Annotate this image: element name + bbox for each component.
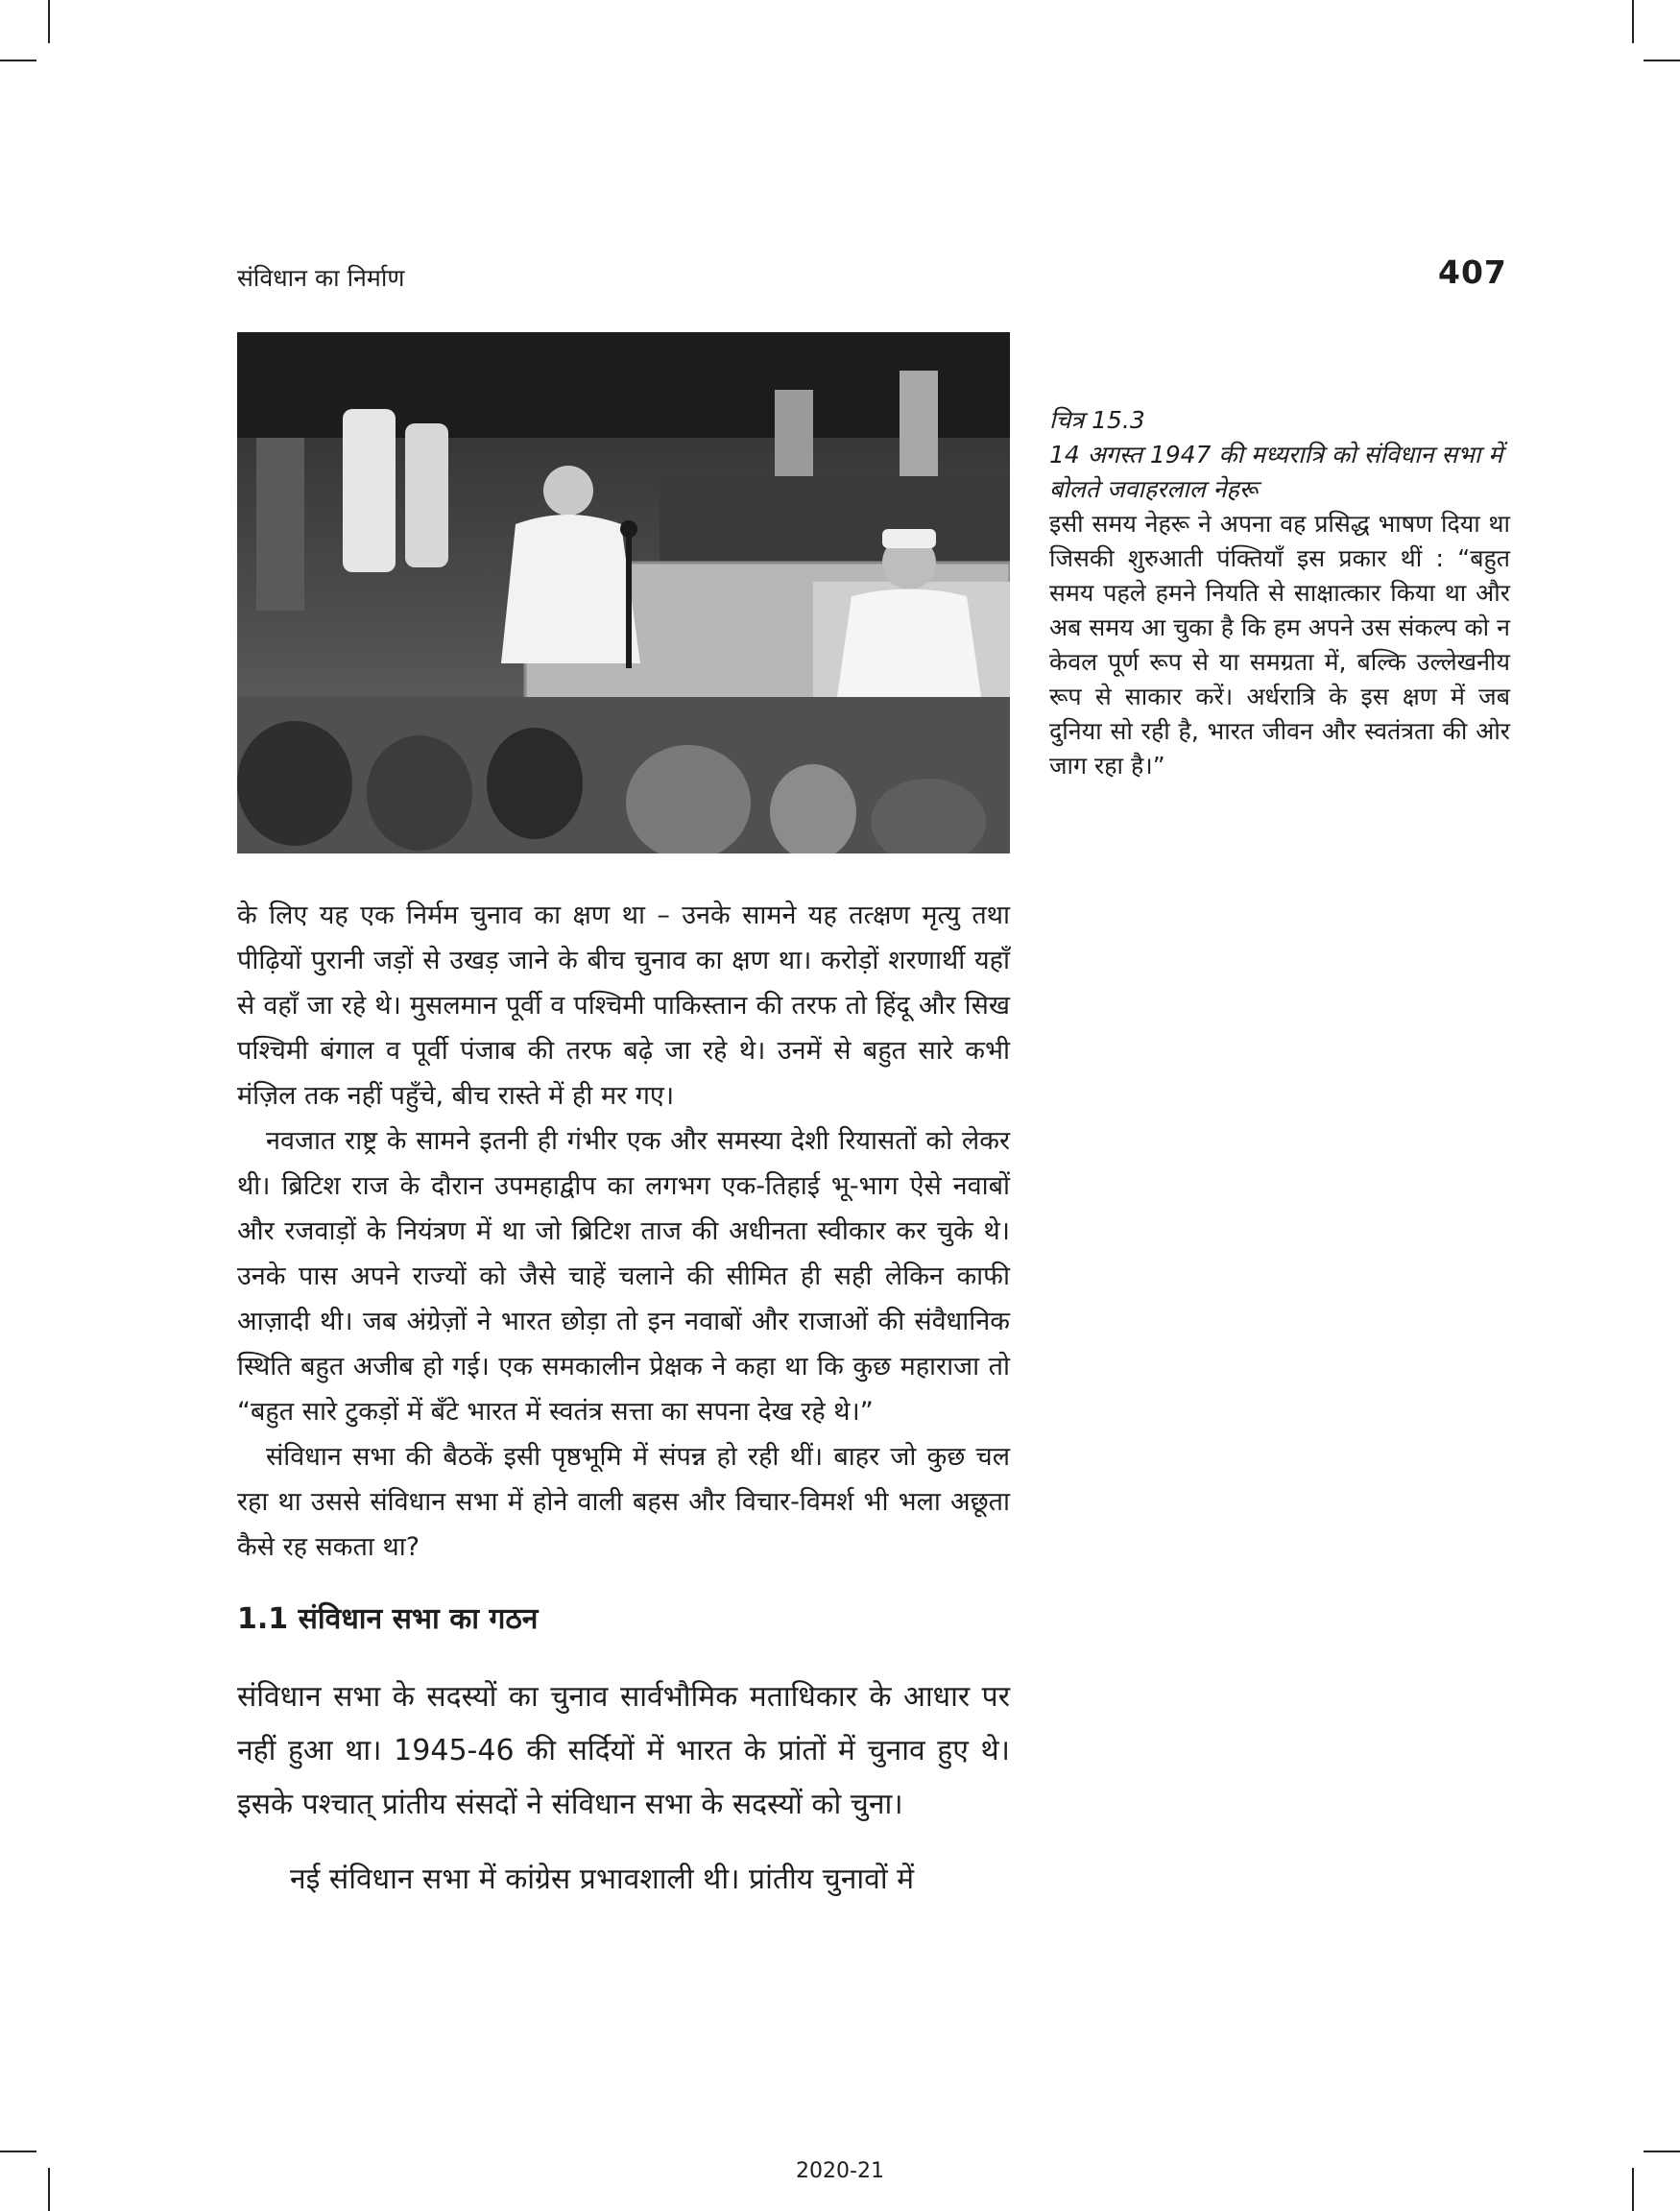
figure-description: इसी समय नेहरू ने अपना वह प्रसिद्ध भाषण दिया था जिसकी शुरुआती पंक्तियाँ इस प्रकार थीं : “बहुत समय पहले हमने नियति से साक्षात्कार किया था और अब समय आ चुका है कि हम अपने उस संकल्प को न केवल पूर्ण रूप से या समग्रता में, बल्कि उल्लेखनीय रूप से साकार करें। अर्धरात्रि के इस क्षण में जब दुनिया सो रही है, भारत जीवन और स्वतंत्रता की ओर जाग रहा है।”	[1049, 510, 1510, 780]
section-heading: 1.1 संविधान सभा का गठन	[237, 1602, 539, 1636]
main-text	[237, 893, 1010, 1907]
figure-label: चित्र 15.3	[1049, 406, 1145, 434]
footer-year: 2020-21	[796, 2159, 884, 2183]
paragraph: संविधान सभा की बैठकें इसी पृष्ठभूमि में संपन्न हो रही थीं। बाहर जो कुछ चल रहा था उससे संविधान सभा में होने वाली बहस और विचार-विमर्श भी भला अछूता कैसे रह सकता था?	[237, 1442, 1010, 1562]
paragraph: नई संविधान सभा में कांग्रेस प्रभावशाली थी। प्रांतीय चुनावों में	[290, 1863, 915, 1896]
crop-mark	[0, 2151, 36, 2152]
crop-mark	[1644, 2151, 1680, 2152]
crop-mark	[0, 60, 36, 61]
crop-mark	[48, 0, 50, 43]
paragraph: संविधान सभा के सदस्यों का चुनाव सार्वभौमिक मताधिकार के आधार पर नहीं हुआ था। 1945-46 की सर्दियों में भारत के प्रांतों में चुनाव हुए थे। इसके पश्चात् प्रांतीय संसदों ने संविधान सभा के सदस्यों को चुना।	[237, 1680, 1010, 1821]
crop-mark	[1644, 60, 1680, 61]
paragraph: के लिए यह एक निर्मम चुनाव का क्षण था – उनके सामने यह तत्क्षण मृत्यु तथा पीढ़ियों पुरानी जड़ों से उखड़ जाने के बीच चुनाव का क्षण था। करोड़ों शरणार्थी यहाँ से वहाँ जा रहे थे। मुसलमान पूर्वी व पश्चिमी पाकिस्तान की तरफ तो हिंदू और सिख पश्चिमी बंगाल व पूर्वी पंजाब की तरफ बढ़े जा रहे थे। उनमें से बहुत सारे कभी मंज़िल तक नहीं पहुँचे, बीच रास्ते में ही मर गए।	[237, 901, 1010, 1111]
figure-caption	[1049, 403, 1510, 783]
running-header: संविधान का निर्माण	[237, 264, 405, 292]
figure-title: 14 अगस्त 1947 की मध्यरात्रि को संविधान सभा में बोलते जवाहरलाल नेहरू	[1049, 441, 1503, 503]
page-number: 407	[1438, 253, 1507, 291]
paragraph: नवजात राष्ट्र के सामने इतनी ही गंभीर एक और समस्या देशी रियासतों को लेकर थी। ब्रिटिश राज के दौरान उपमहाद्वीप का लगभग एक-तिहाई भू-भाग ऐसे नवाबों और रजवाड़ों के नियंत्रण में था जो ब्रिटिश ताज की अधीनता स्वीकार कर चुके थे। उनके पास अपने राज्यों को जैसे चाहें चलाने की सीमित ही सही लेकिन काफी आज़ादी थी। जब अंग्रेज़ों ने भारत छोड़ा तो इन नवाबों और राजाओं की संवैधानिक स्थिति बहुत अजीब हो गई। एक समकालीन प्रेक्षक ने कहा था कि कुछ महाराजा तो “बहुत सारे टुकड़ों में बँटे भारत में स्वतंत्र सत्ता का सपना देख रहे थे।”	[237, 1126, 1010, 1427]
historical-photo	[237, 332, 1010, 853]
photo-illustration	[237, 332, 1010, 853]
crop-mark	[1632, 0, 1634, 43]
